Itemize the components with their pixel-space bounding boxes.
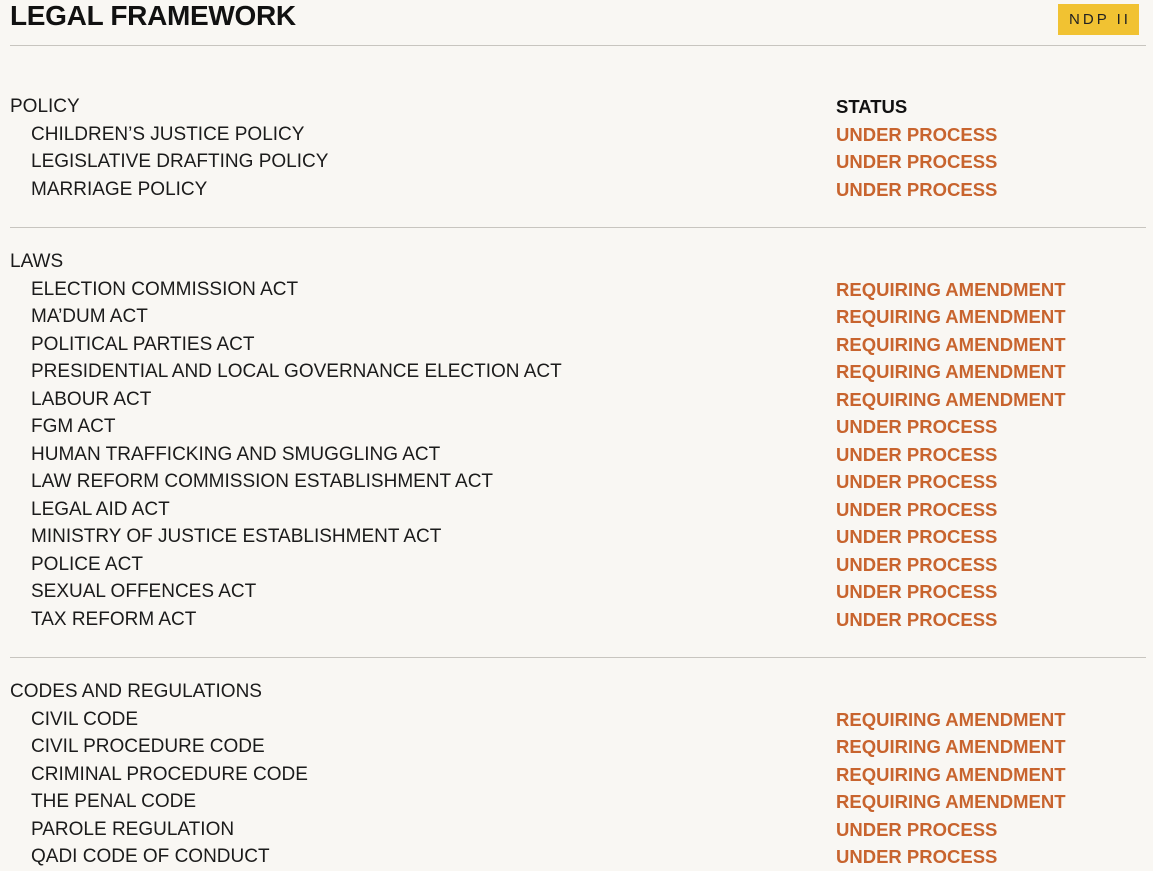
item-label: THE PENAL CODE [31, 791, 197, 812]
status-badge: UNDER PROCESS [836, 581, 998, 602]
section-heading-row [0, 93, 1153, 121]
section-heading-row [0, 248, 1153, 276]
list-item [0, 276, 1153, 304]
status-badge: UNDER PROCESS [836, 123, 998, 145]
status-badge: UNDER PROCESS [836, 553, 998, 575]
item-label: PAROLE REGULATION [31, 818, 235, 840]
list-item [0, 733, 1153, 761]
list-item [0, 496, 1153, 524]
section-divider [10, 657, 1146, 658]
list-item [0, 413, 1153, 441]
status-badge: REQUIRING AMENDMENT [836, 333, 1066, 355]
item-label: CIVIL PROCEDURE CODE [31, 736, 265, 757]
list-item [0, 816, 1153, 844]
status-badge: UNDER PROCESS [836, 608, 998, 630]
item-label: MA’DUM ACT [31, 306, 148, 327]
status-badge: REQUIRING AMENDMENT [836, 763, 1066, 785]
item-label: HUMAN TRAFFICKING AND SMUGGLING ACT [31, 443, 441, 465]
status-badge: REQUIRING AMENDMENT [836, 791, 1066, 812]
section-laws [0, 248, 1153, 633]
section-heading: CODES AND REGULATIONS [10, 681, 262, 702]
list-item [0, 331, 1153, 359]
item-label: CIVIL CODE [31, 708, 138, 730]
status-badge: UNDER PROCESS [836, 178, 998, 200]
list-item [0, 706, 1153, 734]
item-label: LEGAL AID ACT [31, 498, 170, 520]
status-badge: REQUIRING AMENDMENT [836, 736, 1066, 757]
list-item [0, 176, 1153, 204]
ndp-badge: NDP II [1058, 4, 1139, 35]
status-badge: REQUIRING AMENDMENT [836, 278, 1066, 300]
list-item [0, 121, 1153, 149]
item-label: CRIMINAL PROCEDURE CODE [31, 763, 308, 785]
item-label: POLICE ACT [31, 553, 143, 575]
list-item [0, 303, 1153, 331]
header-divider [10, 45, 1146, 46]
item-label: PRESIDENTIAL AND LOCAL GOVERNANCE ELECTION ACT [31, 361, 562, 382]
item-label: POLITICAL PARTIES ACT [31, 333, 255, 355]
item-label: FGM ACT [31, 416, 116, 437]
list-item [0, 551, 1153, 579]
item-label: ELECTION COMMISSION ACT [31, 278, 299, 300]
status-badge: REQUIRING AMENDMENT [836, 388, 1066, 410]
list-item [0, 441, 1153, 469]
page-title: LEGAL FRAMEWORK [10, 0, 296, 31]
status-badge: UNDER PROCESS [836, 498, 998, 520]
list-item [0, 761, 1153, 789]
status-badge: REQUIRING AMENDMENT [836, 708, 1066, 730]
status-column-heading: STATUS [836, 96, 908, 117]
section-heading: LAWS [10, 251, 64, 272]
item-label: LAW REFORM COMMISSION ESTABLISHMENT ACT [31, 471, 494, 492]
status-badge: UNDER PROCESS [836, 471, 998, 492]
item-label: SEXUAL OFFENCES ACT [31, 581, 257, 602]
list-item [0, 386, 1153, 414]
list-item [0, 578, 1153, 606]
list-item [0, 843, 1153, 871]
status-badge: UNDER PROCESS [836, 526, 998, 547]
list-item [0, 523, 1153, 551]
section-policy [0, 93, 1153, 203]
item-label: MINISTRY OF JUSTICE ESTABLISHMENT ACT [31, 526, 442, 547]
section-divider [10, 227, 1146, 228]
section-codes-and-regulations [0, 678, 1153, 871]
status-badge: UNDER PROCESS [836, 443, 998, 465]
item-label: CHILDREN’S JUSTICE POLICY [31, 123, 305, 145]
item-label: QADI CODE OF CONDUCT [31, 846, 270, 867]
section-heading-row [0, 678, 1153, 706]
item-label: LABOUR ACT [31, 388, 152, 410]
list-item [0, 606, 1153, 634]
status-badge: REQUIRING AMENDMENT [836, 361, 1066, 382]
status-badge: UNDER PROCESS [836, 846, 998, 867]
list-item [0, 468, 1153, 496]
list-item [0, 358, 1153, 386]
item-label: TAX REFORM ACT [31, 608, 197, 630]
section-heading: POLICY [10, 96, 80, 117]
status-badge: REQUIRING AMENDMENT [836, 306, 1066, 327]
page-header [0, 0, 1153, 46]
list-item [0, 788, 1153, 816]
status-badge: UNDER PROCESS [836, 818, 998, 840]
list-item [0, 148, 1153, 176]
status-badge: UNDER PROCESS [836, 416, 998, 437]
item-label: LEGISLATIVE DRAFTING POLICY [31, 151, 329, 172]
status-badge: UNDER PROCESS [836, 151, 998, 172]
item-label: MARRIAGE POLICY [31, 178, 208, 200]
